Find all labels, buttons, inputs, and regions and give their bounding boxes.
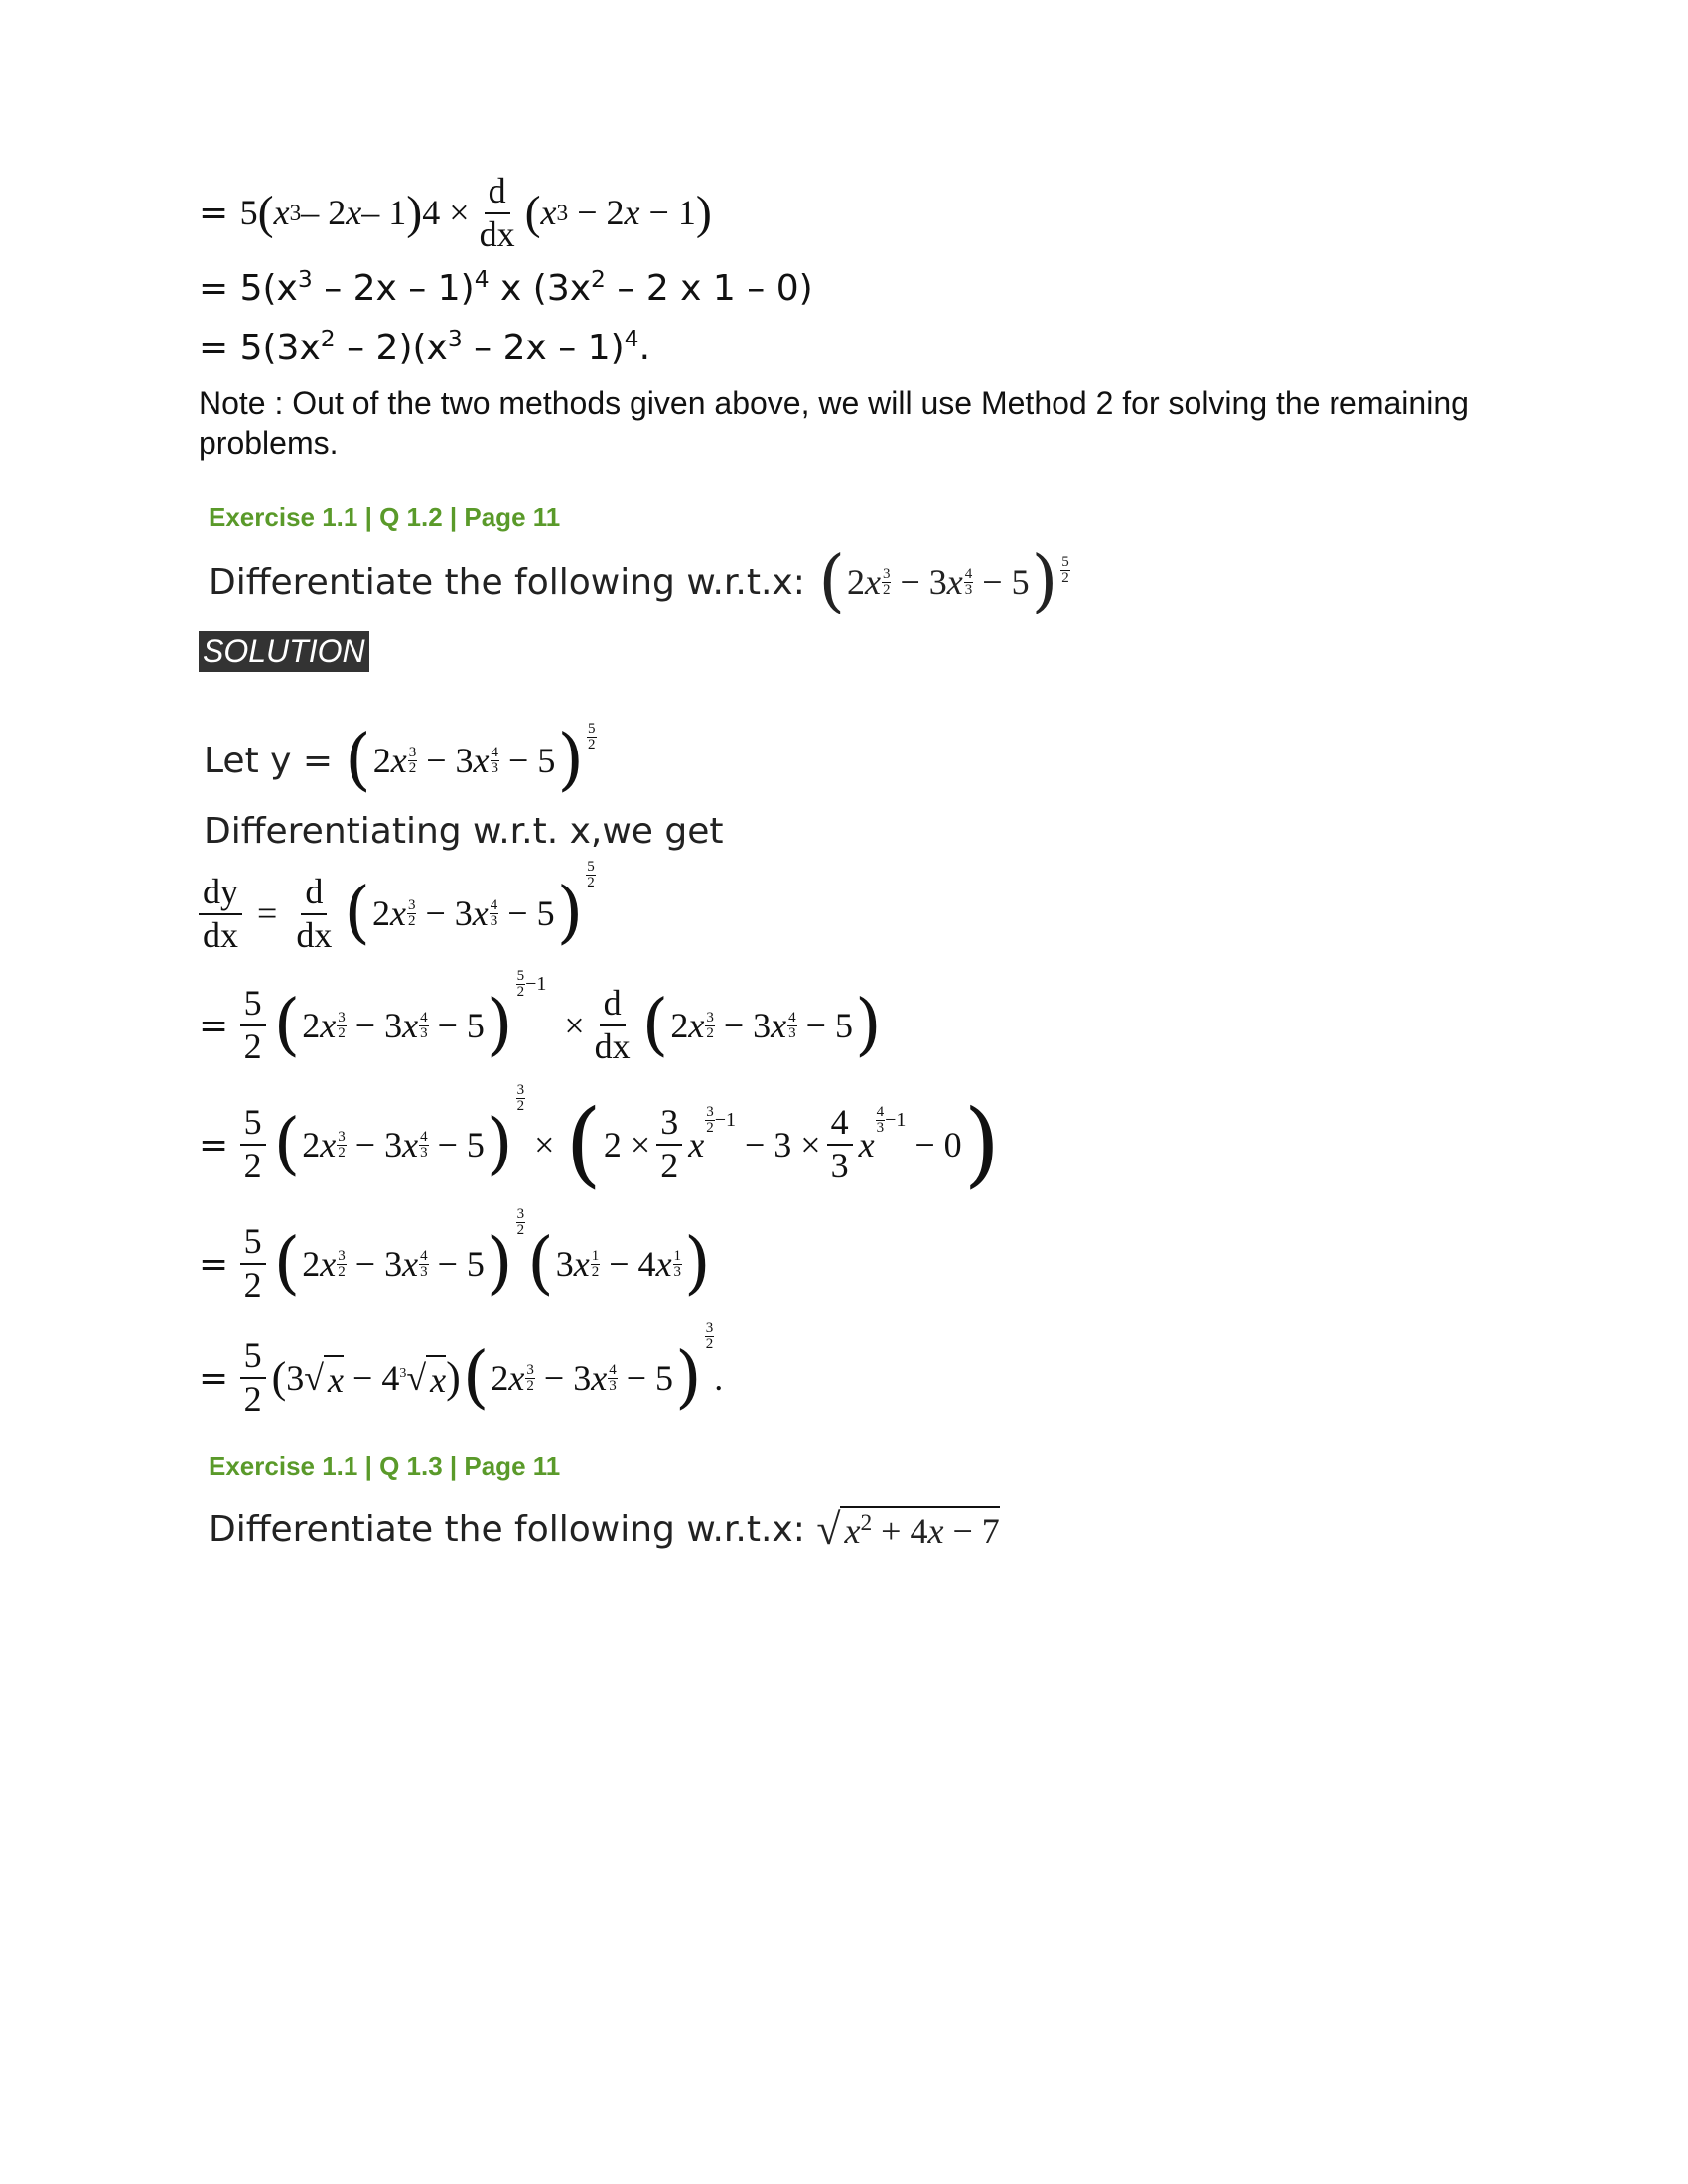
note-text: Note : Out of the two methods given above, we will use Method 2 for solving the remaining problems. <box>199 385 1469 461</box>
question-2-text: Differentiate the following w.r.t.x: <box>209 1508 805 1550</box>
let-y-line: Let y = ( 2 x 3 2 − 3 x 4 3 − 5 ) 5 2 <box>204 720 596 800</box>
question-1: Differentiate the following w.r.t.x: ( 2 x 3 2 − 3 x 4 3 − 5 ) 5 2 <box>209 542 1069 620</box>
exercise-heading-2: Exercise 1.1 | Q 1.3 | Page 11 <box>209 1450 561 1481</box>
derivative-line-5: = $\frac{5}{2}$ ( 3√ x − 4 $^3$√ x ) ( 2 x 3 2 − 3 x 4 3 − 5 ) 3 2 . <box>199 1319 724 1420</box>
question-1-text: Differentiate the following w.r.t.x: <box>209 561 805 603</box>
solution-label: SOLUTION <box>199 631 369 672</box>
equation-line-2: = $5(x^3 - 2x - 1)^4$ x ($3x^2 - 2$ x 1 – 0) <box>199 265 813 310</box>
exercise-heading-1: Exercise 1.1 | Q 1.2 | Page 11 <box>209 502 561 532</box>
let-y-label: Let y = <box>204 741 334 782</box>
derivative-line-2: = $\frac{5}{2}$ ( 2 x 3 2 − 3 x 4 3 − 5 ) 5 2 −1 × $\frac{d}{dx}$ ( 2 x 3 2 − 3 x 4 3 − 5 ) <box>199 967 882 1067</box>
derivative-line-3: = $\frac{5}{2}$ ( 2 x 3 2 − 3 x 4 3 − 5 ) $\frac{3}{2}$ × ( 2 × $\frac{3}{2}$ x 3 2 −1 − 3 × $\frac{4}{3}$ x 4 3 −1 − 0 ) <box>199 1081 1001 1199</box>
document-page <box>199 169 1489 1555</box>
equation-line-1: = 5 ( x 3 – 2 x – 1 ) 4 × $\frac{d}{dx}$ ( x 3 − 2 x − 1 ) <box>199 171 712 254</box>
derivative-line-1: $\frac{dy}{dx}$ = $\frac{d}{dx}$ ( 2 x 3 2 − 3 x 4 3 − 5 ) 5 2 <box>199 860 1489 969</box>
derivative-line-4: = $\frac{5}{2}$ ( 2 x 3 2 − 3 x 4 3 − 5 ) 3 2 ( 3 x 1 2 − 4 x 1 3 ) <box>199 1205 711 1305</box>
differentiating-text: Differentiating w.r.t. x,we get <box>204 810 724 852</box>
question-2: Differentiate the following w.r.t.x: √ $x^2 + 4x - 7$ <box>209 1504 1000 1554</box>
equation-line-3: = $5(3x^2 - 2)(x^3 - 2x - 1)^4$. <box>199 325 651 369</box>
